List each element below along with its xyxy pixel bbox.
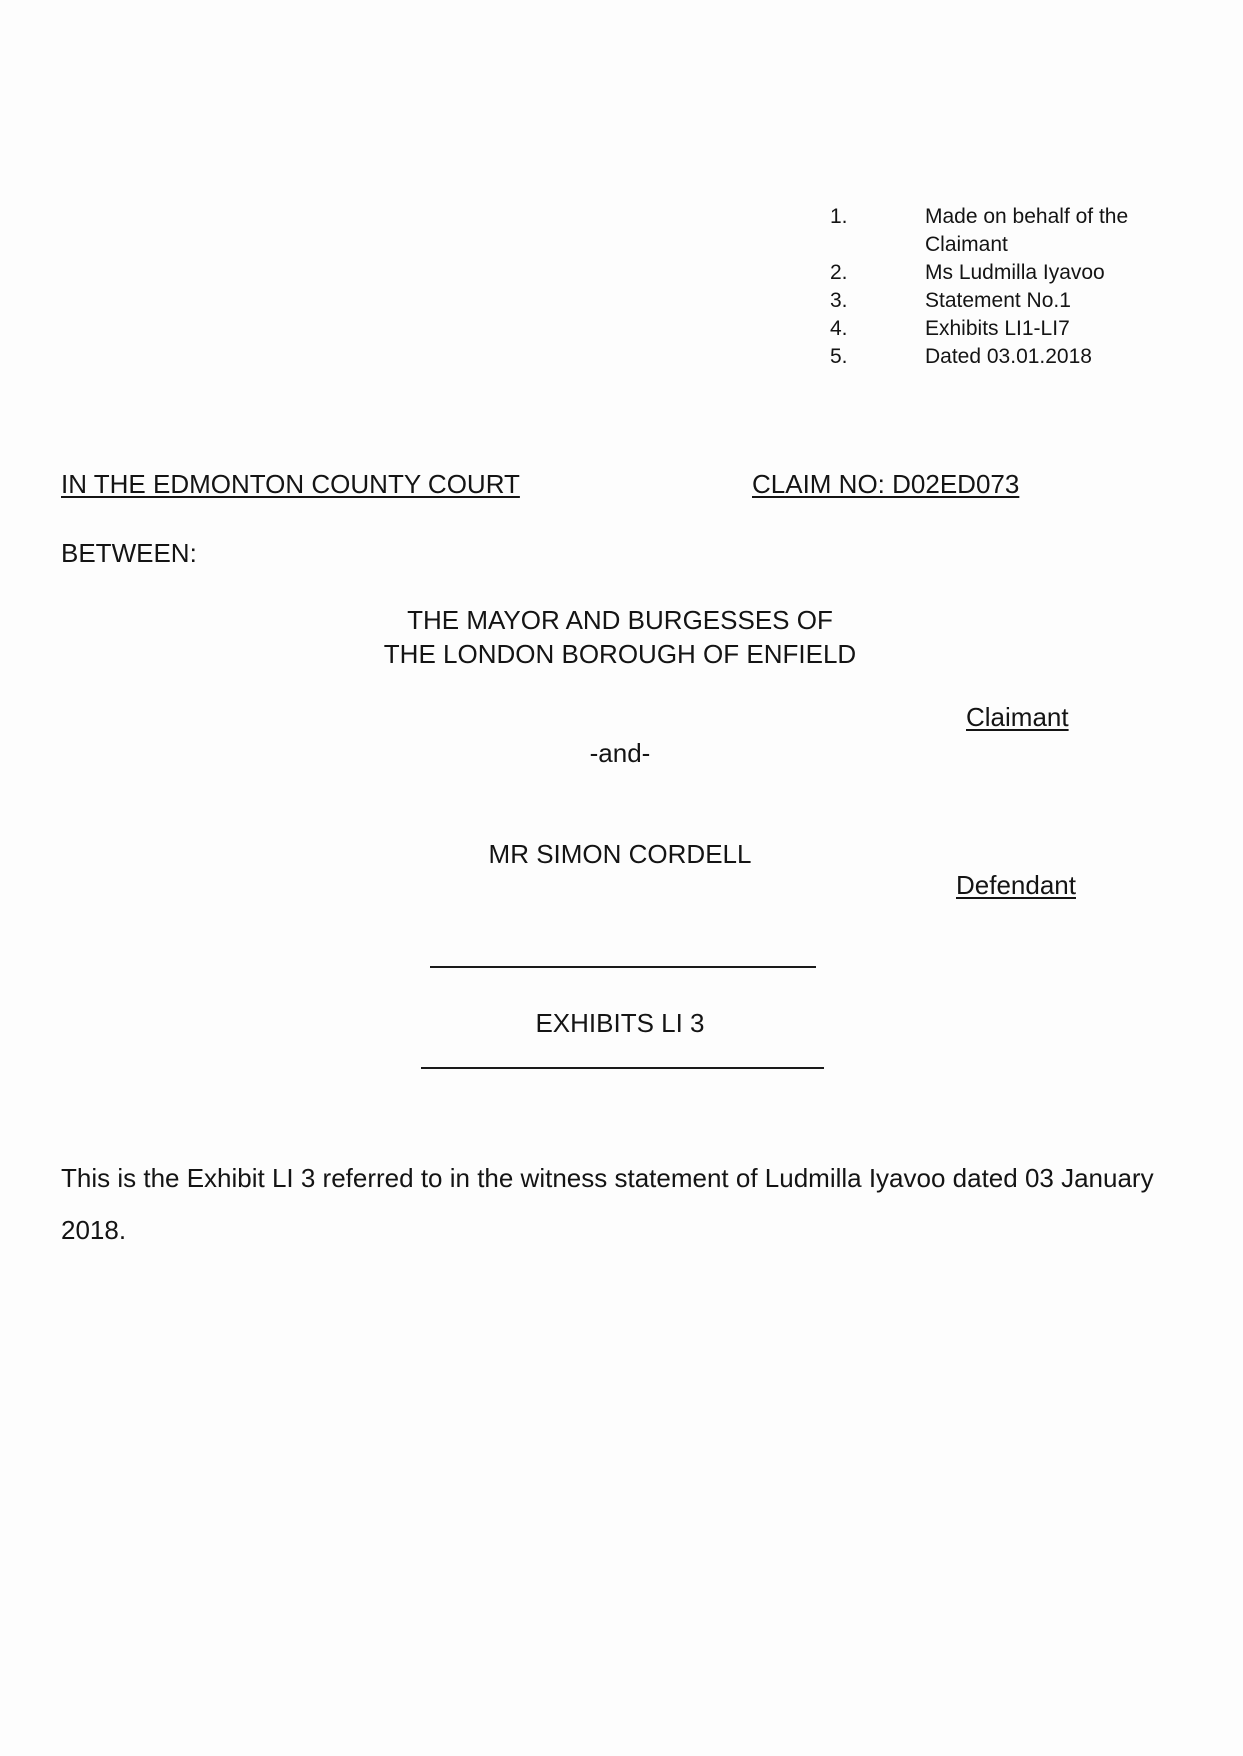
claimant-role-label: Claimant	[966, 702, 1069, 732]
list-item-text: Made on behalf of the Claimant	[925, 205, 1129, 256]
list-item	[830, 259, 1170, 287]
list-item-number: 4.	[830, 317, 848, 340]
exhibit-statement-paragraph: This is the Exhibit LI 3 referred to in the witness statement of Ludmilla Iyavoo dated 03 January 2018.	[61, 1163, 1154, 1245]
claimant-name-line-2: THE LONDON BOROUGH OF ENFIELD	[383, 639, 857, 669]
statement-details-list	[830, 203, 1170, 371]
list-item-number: 1.	[830, 205, 848, 228]
claim-number-heading: CLAIM NO: D02ED073	[752, 469, 1020, 499]
list-item-number: 5.	[830, 345, 848, 368]
list-item	[830, 203, 1170, 259]
defendant-party-name: MR SIMON CORDELL	[488, 839, 752, 869]
divider-line-top	[430, 966, 816, 968]
divider-line-bottom	[421, 1067, 824, 1069]
court-name-heading: IN THE EDMONTON COUNTY COURT	[61, 469, 520, 499]
list-item	[830, 315, 1170, 343]
between-label: BETWEEN:	[61, 538, 197, 568]
list-item-text: Exhibits LI1-LI7	[925, 317, 1070, 340]
defendant-role-label: Defendant	[956, 870, 1076, 900]
claimant-party-name	[300, 603, 940, 671]
list-item-number: 3.	[830, 289, 848, 312]
exhibit-title: EXHIBITS LI 3	[535, 1008, 705, 1038]
list-item-text: Statement No.1	[925, 289, 1071, 312]
list-item	[830, 287, 1170, 315]
list-item-text: Dated 03.01.2018	[925, 345, 1092, 368]
list-item	[830, 343, 1170, 371]
and-separator: -and-	[589, 738, 651, 768]
list-item-text: Ms Ludmilla Iyavoo	[925, 261, 1105, 284]
claimant-name-line-1: THE MAYOR AND BURGESSES OF	[407, 605, 833, 635]
list-item-number: 2.	[830, 261, 848, 284]
